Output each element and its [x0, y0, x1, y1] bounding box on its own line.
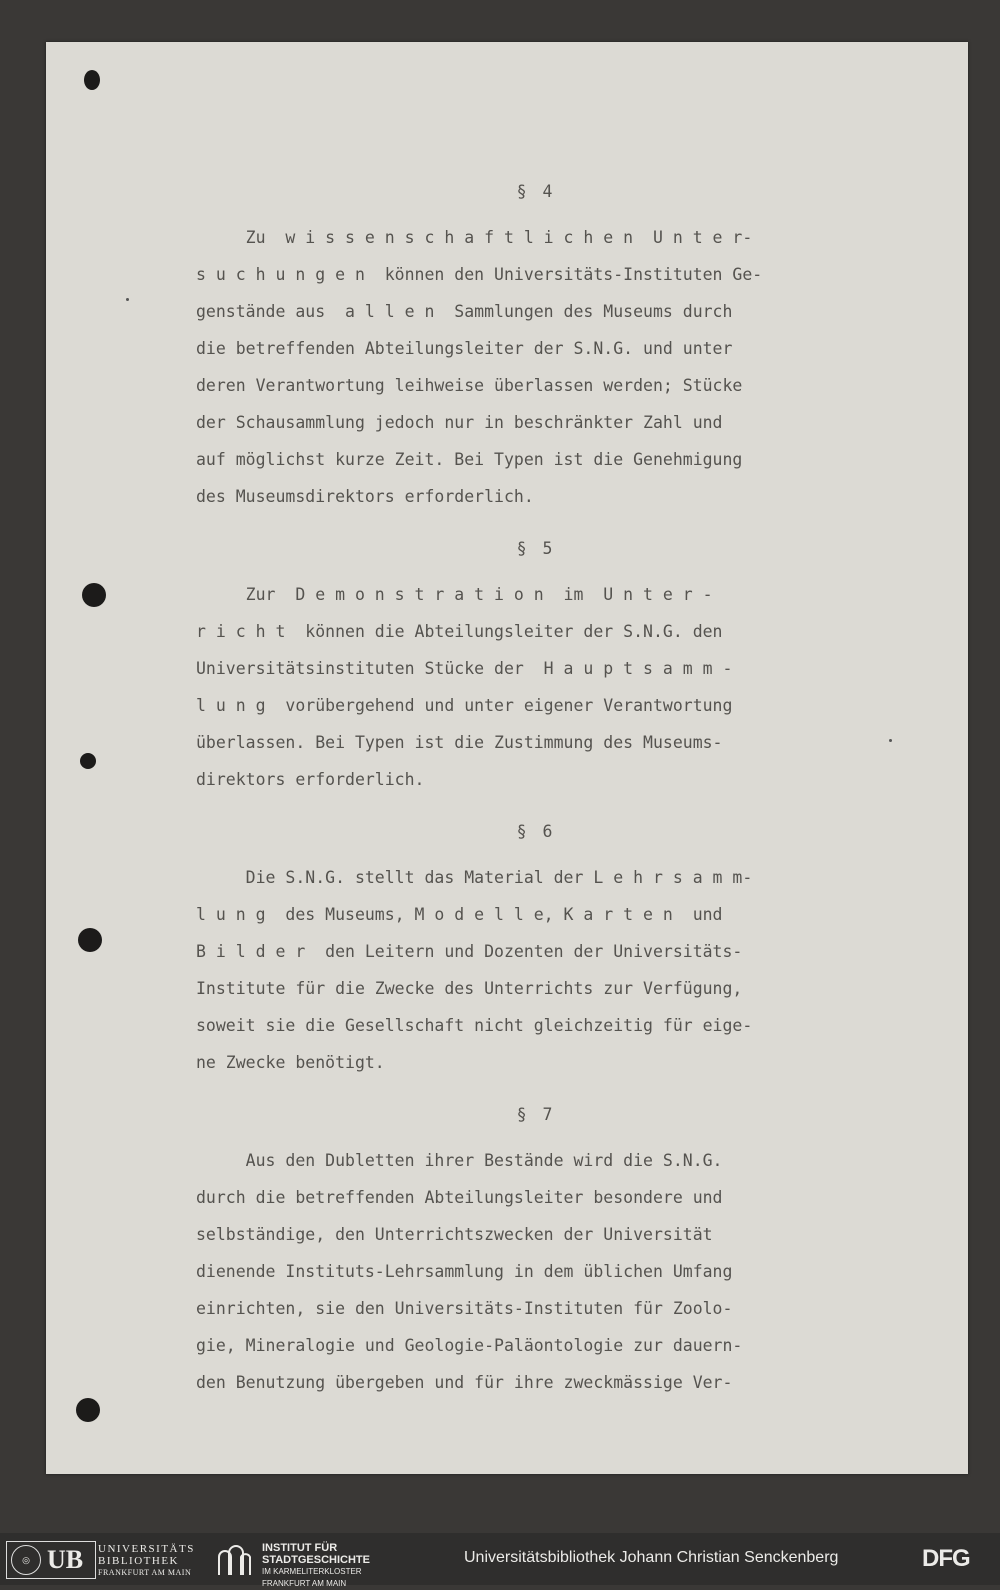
text-line: l u n g vorübergehend und unter eigener Verantwortung [196, 696, 733, 715]
section-heading: § 5 [516, 539, 556, 558]
footer-bar [0, 1533, 1000, 1588]
ub-line1: UNIVERSITÄTS [98, 1543, 195, 1555]
text-line: deren Verantwortung leihweise überlassen werden; Stücke [196, 376, 743, 395]
document-page [46, 42, 968, 1474]
section-heading: § 6 [516, 822, 556, 841]
section-heading: § 4 [516, 182, 556, 201]
text-line: überlassen. Bei Typen ist die Zustimmung des Museums- [196, 733, 723, 752]
text-line: Universitätsinstituten Stücke der H a u p t s a m m - [196, 659, 733, 678]
section-7 [196, 1105, 876, 1401]
isg-line2: STADTGESCHICHTE [262, 1554, 370, 1566]
seal-icon: ◎ [11, 1545, 41, 1575]
isg-name [262, 1542, 370, 1590]
section-heading: § 7 [516, 1105, 556, 1124]
dfg-logo[interactable]: DFG [922, 1545, 970, 1572]
paper-speck [126, 298, 129, 301]
text-line: B i l d e r den Leitern und Dozenten der Universitäts- [196, 942, 743, 961]
text-line: des Museumsdirektors erforderlich. [196, 487, 534, 506]
punch-hole [82, 583, 106, 607]
ub-logo-letters: UB [47, 1545, 84, 1574]
text-line: genstände aus a l l e n Sammlungen des Museums durch [196, 302, 733, 321]
text-line: selbständige, den Unterrichtszwecken der Universität [196, 1225, 713, 1244]
punch-hole-bottom [76, 1398, 100, 1422]
text-line: Zur D e m o n s t r a t i o n im U n t e r - [196, 585, 713, 604]
isg-line1: INSTITUT FÜR [262, 1542, 338, 1554]
text-line: Institute für die Zwecke des Unterrichts zur Verfügung, [196, 979, 743, 998]
text-line: s u c h u n g e n können den Universitäts-Instituten Ge- [196, 265, 763, 284]
isg-line3: IM KARMELITERKLOSTER [262, 1567, 362, 1576]
paper-speck [889, 739, 892, 742]
text-line: r i c h t können die Abteilungsleiter der S.N.G. den [196, 622, 723, 641]
text-line: gie, Mineralogie und Geologie-Paläontologie zur dauern- [196, 1336, 743, 1355]
text-line: soweit sie die Gesellschaft nicht gleichzeitig für eige- [196, 1016, 753, 1035]
punch-hole [78, 928, 102, 952]
section-5 [196, 539, 876, 798]
text-line: den Benutzung übergeben und für ihre zweckmässige Ver- [196, 1373, 733, 1392]
arches-icon[interactable] [216, 1541, 252, 1577]
text-line: durch die betreffenden Abteilungsleiter besondere und [196, 1188, 723, 1207]
punch-hole-top [84, 70, 100, 90]
text-line: auf möglichst kurze Zeit. Bei Typen ist die Genehmigung [196, 450, 743, 469]
section-4 [196, 182, 876, 515]
punch-hole-torn [80, 753, 96, 769]
text-line: dienende Instituts-Lehrsammlung in dem üblichen Umfang [196, 1262, 733, 1281]
section-6 [196, 822, 876, 1081]
text-line: l u n g des Museums, M o d e l l e, K a r t e n und [196, 905, 723, 924]
ub-line3: FRANKFURT AM MAIN [98, 1568, 192, 1577]
text-line: der Schausammlung jedoch nur in beschränkter Zahl und [196, 413, 723, 432]
typewritten-text [196, 182, 876, 1425]
text-line: die betreffenden Abteilungsleiter der S.N.G. und unter [196, 339, 733, 358]
ub-logo[interactable] [6, 1541, 96, 1579]
text-line: Aus den Dubletten ihrer Bestände wird die S.N.G. [196, 1151, 723, 1170]
text-line: Zu w i s s e n s c h a f t l i c h e n U n t e r- [196, 228, 753, 247]
ub-name [98, 1543, 195, 1579]
ub-line2: BIBLIOTHEK [98, 1555, 179, 1567]
text-line: ne Zwecke benötigt. [196, 1053, 385, 1072]
text-line: direktors erforderlich. [196, 770, 425, 789]
text-line: einrichten, sie den Universitäts-Instituten für Zoolo- [196, 1299, 733, 1318]
library-name[interactable]: Universitätsbibliothek Johann Christian Senckenberg [464, 1549, 839, 1566]
text-line: Die S.N.G. stellt das Material der L e h r s a m m- [196, 868, 753, 887]
isg-line4: FRANKFURT AM MAIN [262, 1579, 347, 1588]
